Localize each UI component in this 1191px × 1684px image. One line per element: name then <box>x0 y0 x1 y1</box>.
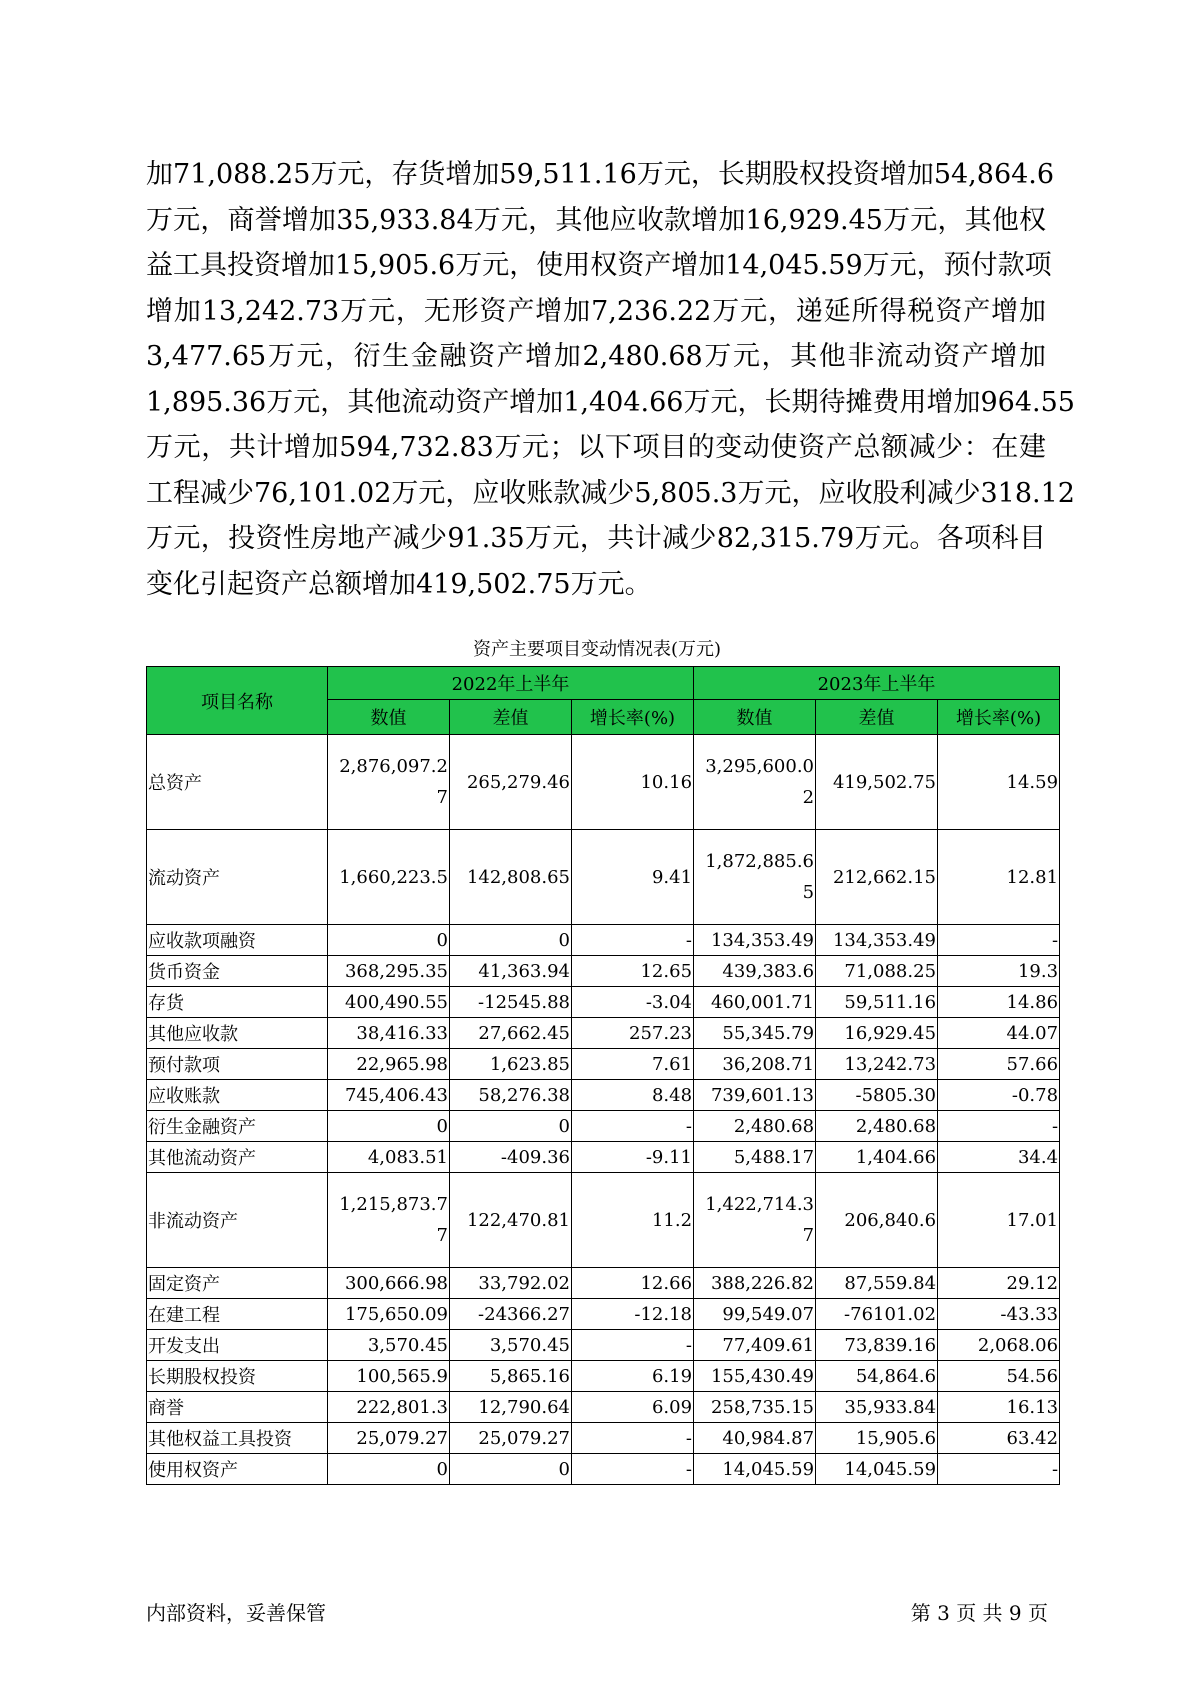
header-diff: 差值 <box>450 700 572 735</box>
cell-diff-2023: 1,404.66 <box>816 1142 938 1173</box>
cell-diff-2023: 71,088.25 <box>816 956 938 987</box>
footer-page-number: 第 3 页 共 9 页 <box>910 1601 1048 1625</box>
cell-value-2022: 0 <box>328 1454 450 1485</box>
cell-rate-2022: - <box>572 1454 694 1485</box>
cell-diff-2022: 41,363.94 <box>450 956 572 987</box>
table-row <box>147 830 1060 925</box>
cell-diff-2023: 16,929.45 <box>816 1018 938 1049</box>
cell-rate-2022: 6.19 <box>572 1361 694 1392</box>
cell-rate-2022: 9.41 <box>572 830 694 925</box>
cell-diff-2022: 142,808.65 <box>450 830 572 925</box>
table-row <box>147 1330 1060 1361</box>
cell-diff-2023: 35,933.84 <box>816 1392 938 1423</box>
cell-rate-2023: 57.66 <box>938 1049 1060 1080</box>
cell-value-2023: 36,208.71 <box>694 1049 816 1080</box>
cell-value-2023: 258,735.15 <box>694 1392 816 1423</box>
row-item-name: 非流动资产 <box>147 1173 328 1268</box>
table-row <box>147 956 1060 987</box>
cell-value-2022: 1,215,873.77 <box>328 1173 450 1268</box>
cell-value-2023: 439,383.6 <box>694 956 816 987</box>
cell-rate-2023: - <box>938 925 1060 956</box>
cell-rate-2023: 12.81 <box>938 830 1060 925</box>
cell-diff-2023: 73,839.16 <box>816 1330 938 1361</box>
cell-rate-2023: 63.42 <box>938 1423 1060 1454</box>
cell-value-2023: 1,422,714.37 <box>694 1173 816 1268</box>
header-rate: 增长率(%) <box>572 700 694 735</box>
cell-value-2022: 400,490.55 <box>328 987 450 1018</box>
cell-value-2023: 1,872,885.65 <box>694 830 816 925</box>
cell-diff-2023: 13,242.73 <box>816 1049 938 1080</box>
cell-diff-2022: 25,079.27 <box>450 1423 572 1454</box>
cell-value-2023: 40,984.87 <box>694 1423 816 1454</box>
cell-diff-2022: 0 <box>450 1111 572 1142</box>
row-item-name: 应收款项融资 <box>147 925 328 956</box>
cell-rate-2022: - <box>572 1423 694 1454</box>
cell-value-2022: 25,079.27 <box>328 1423 450 1454</box>
paragraph-line: 1,895.36万元，其他流动资产增加1,404.66万元，长期待摊费用增加964.55 <box>146 386 1075 418</box>
cell-value-2023: 155,430.49 <box>694 1361 816 1392</box>
cell-diff-2023: -5805.30 <box>816 1080 938 1111</box>
cell-diff-2023: 134,353.49 <box>816 925 938 956</box>
row-item-name: 使用权资产 <box>147 1454 328 1485</box>
paragraph-line: 工程减少76,101.02万元，应收账款减少5,805.3万元，应收股利减少318.12 <box>146 477 1075 509</box>
cell-value-2022: 3,570.45 <box>328 1330 450 1361</box>
cell-diff-2022: 3,570.45 <box>450 1330 572 1361</box>
table-row <box>147 1173 1060 1268</box>
cell-value-2022: 0 <box>328 925 450 956</box>
cell-diff-2022: 122,470.81 <box>450 1173 572 1268</box>
footer-confidential-note: 内部资料，妥善保管 <box>146 1601 326 1625</box>
body-paragraph <box>146 152 1075 607</box>
cell-value-2022: 175,650.09 <box>328 1299 450 1330</box>
cell-value-2022: 2,876,097.27 <box>328 735 450 830</box>
row-item-name: 商誉 <box>147 1392 328 1423</box>
cell-value-2023: 14,045.59 <box>694 1454 816 1485</box>
table-row <box>147 1454 1060 1485</box>
table-row <box>147 987 1060 1018</box>
cell-diff-2023: 419,502.75 <box>816 735 938 830</box>
cell-diff-2022: 1,623.85 <box>450 1049 572 1080</box>
header-period-2023: 2023年上半年 <box>694 667 1060 700</box>
cell-value-2022: 22,965.98 <box>328 1049 450 1080</box>
cell-rate-2022: 12.66 <box>572 1268 694 1299</box>
cell-rate-2023: - <box>938 1111 1060 1142</box>
cell-rate-2022: 11.2 <box>572 1173 694 1268</box>
cell-value-2022: 300,666.98 <box>328 1268 450 1299</box>
table-caption: 资产主要项目变动情况表(万元) <box>472 639 722 660</box>
cell-rate-2022: 8.48 <box>572 1080 694 1111</box>
row-item-name: 其他应收款 <box>147 1018 328 1049</box>
table-row <box>147 1299 1060 1330</box>
cell-value-2022: 38,416.33 <box>328 1018 450 1049</box>
cell-rate-2022: 10.16 <box>572 735 694 830</box>
cell-diff-2023: 2,480.68 <box>816 1111 938 1142</box>
row-item-name: 流动资产 <box>147 830 328 925</box>
paragraph-line: 万元，投资性房地产减少91.35万元，共计减少82,315.79万元。各项科目 <box>146 523 1046 554</box>
cell-rate-2022: 7.61 <box>572 1049 694 1080</box>
cell-value-2023: 5,488.17 <box>694 1142 816 1173</box>
row-item-name: 其他流动资产 <box>147 1142 328 1173</box>
paragraph-line: 加71,088.25万元，存货增加59,511.16万元，长期股权投资增加54,864.6 <box>146 159 1055 190</box>
cell-value-2022: 1,660,223.5 <box>328 830 450 925</box>
cell-diff-2022: 27,662.45 <box>450 1018 572 1049</box>
row-item-name: 其他权益工具投资 <box>147 1423 328 1454</box>
header-period-2022: 2022年上半年 <box>328 667 694 700</box>
header-value: 数值 <box>328 700 450 735</box>
cell-diff-2022: 33,792.02 <box>450 1268 572 1299</box>
cell-diff-2022: 0 <box>450 1454 572 1485</box>
cell-rate-2023: 29.12 <box>938 1268 1060 1299</box>
row-item-name: 开发支出 <box>147 1330 328 1361</box>
cell-value-2022: 745,406.43 <box>328 1080 450 1111</box>
row-item-name: 长期股权投资 <box>147 1361 328 1392</box>
table-row <box>147 1049 1060 1080</box>
cell-value-2022: 4,083.51 <box>328 1142 450 1173</box>
cell-diff-2022: 0 <box>450 925 572 956</box>
cell-value-2023: 3,295,600.02 <box>694 735 816 830</box>
cell-diff-2023: 87,559.84 <box>816 1268 938 1299</box>
cell-rate-2023: 19.3 <box>938 956 1060 987</box>
cell-value-2023: 134,353.49 <box>694 925 816 956</box>
table-row <box>147 1268 1060 1299</box>
cell-rate-2022: - <box>572 1111 694 1142</box>
paragraph-line: 3,477.65万元，衍生金融资产增加2,480.68万元，其他非流动资产增加 <box>146 341 1046 372</box>
cell-rate-2023: 44.07 <box>938 1018 1060 1049</box>
row-item-name: 存货 <box>147 987 328 1018</box>
cell-diff-2023: -76101.02 <box>816 1299 938 1330</box>
cell-value-2023: 2,480.68 <box>694 1111 816 1142</box>
table-body <box>147 735 1060 1485</box>
header-diff: 差值 <box>816 700 938 735</box>
header-item-name: 项目名称 <box>147 667 328 735</box>
cell-diff-2023: 15,905.6 <box>816 1423 938 1454</box>
cell-rate-2022: -9.11 <box>572 1142 694 1173</box>
table-row <box>147 1392 1060 1423</box>
table-header-row <box>147 667 1060 700</box>
row-item-name: 应收账款 <box>147 1080 328 1111</box>
cell-rate-2022: -3.04 <box>572 987 694 1018</box>
paragraph-line: 万元，共计增加594,732.83万元；以下项目的变动使资产总额减少：在建 <box>146 432 1046 463</box>
cell-diff-2023: 212,662.15 <box>816 830 938 925</box>
cell-value-2022: 0 <box>328 1111 450 1142</box>
cell-rate-2022: 12.65 <box>572 956 694 987</box>
table-row <box>147 1423 1060 1454</box>
cell-value-2023: 99,549.07 <box>694 1299 816 1330</box>
cell-rate-2023: 54.56 <box>938 1361 1060 1392</box>
paragraph-line: 变化引起资产总额增加419,502.75万元。 <box>146 568 652 600</box>
cell-rate-2022: 257.23 <box>572 1018 694 1049</box>
row-item-name: 在建工程 <box>147 1299 328 1330</box>
cell-rate-2023: 34.4 <box>938 1142 1060 1173</box>
table-row <box>147 1080 1060 1111</box>
row-item-name: 总资产 <box>147 735 328 830</box>
cell-rate-2022: -12.18 <box>572 1299 694 1330</box>
table-row <box>147 1142 1060 1173</box>
cell-diff-2022: 12,790.64 <box>450 1392 572 1423</box>
cell-diff-2022: -24366.27 <box>450 1299 572 1330</box>
cell-rate-2023: 17.01 <box>938 1173 1060 1268</box>
cell-diff-2022: 265,279.46 <box>450 735 572 830</box>
paragraph-line: 增加13,242.73万元，无形资产增加7,236.22万元，递延所得税资产增加 <box>146 295 1046 327</box>
table-row <box>147 1018 1060 1049</box>
cell-diff-2023: 206,840.6 <box>816 1173 938 1268</box>
table-row <box>147 925 1060 956</box>
row-item-name: 固定资产 <box>147 1268 328 1299</box>
header-value: 数值 <box>694 700 816 735</box>
cell-rate-2023: 2,068.06 <box>938 1330 1060 1361</box>
table-row <box>147 1111 1060 1142</box>
asset-change-table <box>146 666 1060 1485</box>
cell-diff-2023: 14,045.59 <box>816 1454 938 1485</box>
cell-diff-2022: -12545.88 <box>450 987 572 1018</box>
row-item-name: 预付款项 <box>147 1049 328 1080</box>
header-rate: 增长率(%) <box>938 700 1060 735</box>
cell-value-2023: 388,226.82 <box>694 1268 816 1299</box>
cell-rate-2022: - <box>572 1330 694 1361</box>
cell-rate-2022: 6.09 <box>572 1392 694 1423</box>
cell-rate-2023: 14.86 <box>938 987 1060 1018</box>
table-row <box>147 1361 1060 1392</box>
cell-diff-2023: 59,511.16 <box>816 987 938 1018</box>
paragraph-line: 益工具投资增加15,905.6万元，使用权资产增加14,045.59万元，预付款项 <box>146 250 1052 281</box>
cell-rate-2022: - <box>572 925 694 956</box>
cell-rate-2023: 16.13 <box>938 1392 1060 1423</box>
cell-diff-2023: 54,864.6 <box>816 1361 938 1392</box>
cell-value-2022: 368,295.35 <box>328 956 450 987</box>
cell-diff-2022: -409.36 <box>450 1142 572 1173</box>
row-item-name: 衍生金融资产 <box>147 1111 328 1142</box>
cell-value-2023: 739,601.13 <box>694 1080 816 1111</box>
cell-diff-2022: 58,276.38 <box>450 1080 572 1111</box>
cell-value-2022: 100,565.9 <box>328 1361 450 1392</box>
row-item-name: 货币资金 <box>147 956 328 987</box>
paragraph-line: 万元，商誉增加35,933.84万元，其他应收款增加16,929.45万元，其他权 <box>146 204 1046 236</box>
cell-rate-2023: -0.78 <box>938 1080 1060 1111</box>
cell-rate-2023: - <box>938 1454 1060 1485</box>
table-row <box>147 735 1060 830</box>
cell-rate-2023: -43.33 <box>938 1299 1060 1330</box>
cell-rate-2023: 14.59 <box>938 735 1060 830</box>
cell-value-2023: 460,001.71 <box>694 987 816 1018</box>
cell-value-2023: 55,345.79 <box>694 1018 816 1049</box>
cell-value-2023: 77,409.61 <box>694 1330 816 1361</box>
cell-value-2022: 222,801.3 <box>328 1392 450 1423</box>
cell-diff-2022: 5,865.16 <box>450 1361 572 1392</box>
